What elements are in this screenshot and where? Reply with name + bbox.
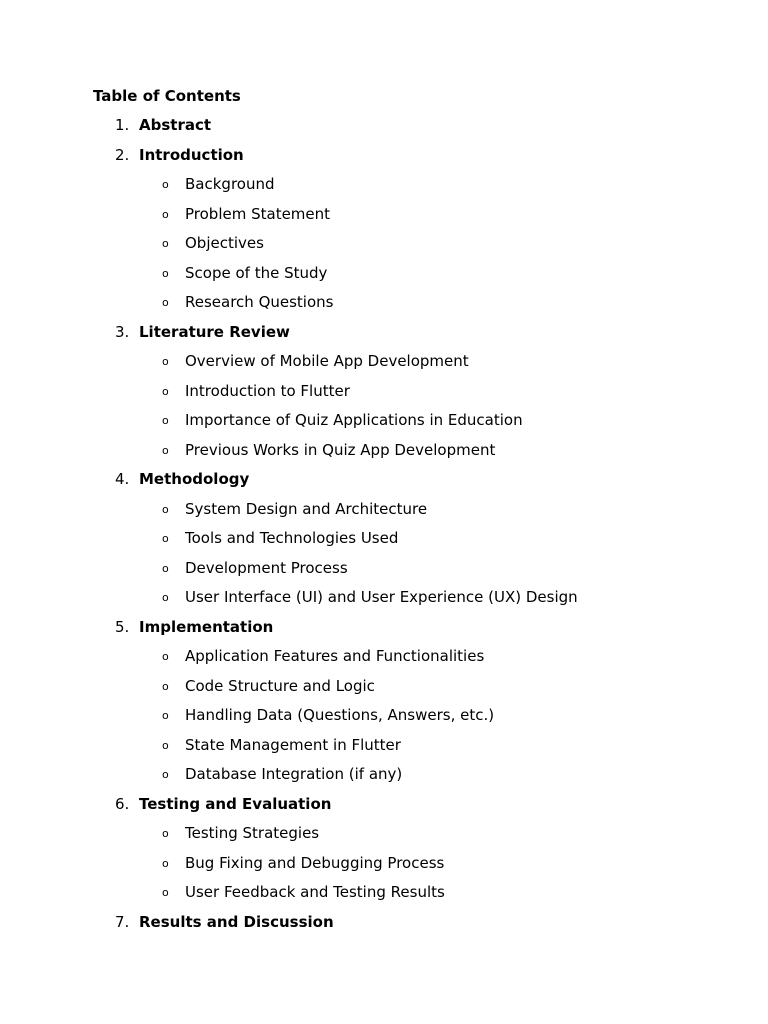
- section-number: 6.: [115, 794, 130, 813]
- subsection-title: User Feedback and Testing Results: [185, 883, 445, 901]
- subsection-title: Development Process: [185, 558, 348, 577]
- toc-subsection: [0, 499, 768, 529]
- subsection-title: Objectives: [185, 234, 264, 252]
- subsection-title: Database Integration (if any): [185, 765, 403, 783]
- toc-section: [0, 115, 768, 145]
- bullet-o-icon: o: [162, 414, 169, 427]
- toc-section-heading: [0, 794, 768, 824]
- toc-subsection: [0, 204, 768, 234]
- section-title: Testing and Evaluation: [139, 794, 332, 813]
- toc-section-heading: [0, 322, 768, 352]
- toc-section-list: [0, 115, 768, 941]
- section-number: 5.: [115, 617, 130, 636]
- bullet-o-icon: o: [162, 827, 169, 840]
- bullet-o-icon: o: [162, 738, 169, 752]
- bullet-o-icon: o: [162, 207, 169, 221]
- bullet-o-icon: o: [162, 591, 169, 604]
- bullet-o-icon: o: [162, 561, 169, 575]
- toc-subsection: [0, 853, 768, 883]
- bullet-o-icon: o: [162, 650, 169, 663]
- subsection-title: Research Questions: [185, 293, 334, 311]
- toc-subsection: [0, 351, 768, 381]
- section-number: 2.: [115, 145, 130, 164]
- subsection-title: System Design and Architecture: [185, 499, 428, 518]
- toc-section: [0, 145, 768, 322]
- bullet-o-icon: o: [162, 296, 169, 309]
- section-title: Implementation: [139, 617, 274, 636]
- toc-section: [0, 794, 768, 912]
- bullet-o-icon: o: [162, 237, 169, 250]
- toc-subsection: [0, 646, 768, 676]
- subsection-title: Importance of Quiz Applications in Education: [185, 411, 523, 429]
- section-title: Methodology: [139, 470, 250, 488]
- bullet-o-icon: o: [162, 502, 169, 516]
- bullet-o-icon: o: [162, 679, 169, 693]
- subsection-title: Previous Works in Quiz App Development: [185, 440, 496, 459]
- section-number: 4.: [115, 470, 130, 488]
- toc-section-heading: [0, 115, 768, 145]
- subsection-title: Testing Strategies: [185, 824, 320, 842]
- toc-subsection: [0, 587, 768, 617]
- bullet-o-icon: o: [162, 856, 169, 870]
- subsection-title: Introduction to Flutter: [185, 381, 350, 400]
- toc-section: [0, 617, 768, 794]
- bullet-o-icon: o: [162, 768, 169, 781]
- toc-subsection: [0, 381, 768, 411]
- toc-title: Table of Contents: [93, 87, 241, 105]
- toc-subsection: [0, 440, 768, 470]
- subsection-title: User Interface (UI) and User Experience (UX) Design: [185, 588, 578, 606]
- toc-section-heading: [0, 617, 768, 647]
- bullet-o-icon: o: [162, 443, 169, 457]
- bullet-o-icon: o: [162, 266, 169, 280]
- subsection-title: Handling Data (Questions, Answers, etc.): [185, 706, 495, 724]
- section-title: Results and Discussion: [139, 912, 334, 931]
- bullet-o-icon: o: [162, 886, 169, 899]
- toc-subsection-list: [0, 823, 768, 912]
- subsection-title: Bug Fixing and Debugging Process: [185, 853, 445, 872]
- toc-subsection: [0, 558, 768, 588]
- section-number: 1.: [115, 116, 130, 134]
- toc-subsection: [0, 882, 768, 912]
- subsection-title: Scope of the Study: [185, 263, 328, 282]
- toc-subsection: [0, 263, 768, 293]
- toc-subsection-list: [0, 499, 768, 617]
- toc-subsection: [0, 528, 768, 558]
- subsection-title: Overview of Mobile App Development: [185, 352, 469, 370]
- toc-subsection-list: [0, 351, 768, 469]
- toc-subsection: [0, 676, 768, 706]
- toc-subsection: [0, 705, 768, 735]
- bullet-o-icon: o: [162, 532, 169, 545]
- toc-subsection: [0, 735, 768, 765]
- section-title: Abstract: [139, 116, 212, 134]
- section-number: 3.: [115, 322, 130, 341]
- bullet-o-icon: o: [162, 709, 169, 722]
- subsection-title: State Management in Flutter: [185, 735, 401, 754]
- subsection-title: Problem Statement: [185, 204, 331, 223]
- section-title: Introduction: [139, 145, 244, 164]
- toc-subsection: [0, 764, 768, 794]
- toc-subsection-list: [0, 646, 768, 794]
- toc-subsection: [0, 410, 768, 440]
- toc-subsection: [0, 174, 768, 204]
- subsection-title: Tools and Technologies Used: [185, 529, 399, 547]
- bullet-o-icon: o: [162, 178, 169, 191]
- bullet-o-icon: o: [162, 384, 169, 398]
- toc-section-heading: [0, 469, 768, 499]
- toc-section: [0, 322, 768, 470]
- toc-subsection-list: [0, 174, 768, 322]
- subsection-title: Code Structure and Logic: [185, 676, 375, 695]
- toc-subsection: [0, 292, 768, 322]
- section-title: Literature Review: [139, 322, 290, 341]
- toc-subsection: [0, 823, 768, 853]
- toc-subsection: [0, 233, 768, 263]
- subsection-title: Background: [185, 175, 275, 193]
- toc-section: [0, 469, 768, 617]
- toc-section-heading: [0, 145, 768, 175]
- subsection-title: Application Features and Functionalities: [185, 647, 485, 665]
- bullet-o-icon: o: [162, 355, 169, 368]
- toc-section: [0, 912, 768, 942]
- toc-section-heading: [0, 912, 768, 942]
- section-number: 7.: [115, 912, 130, 931]
